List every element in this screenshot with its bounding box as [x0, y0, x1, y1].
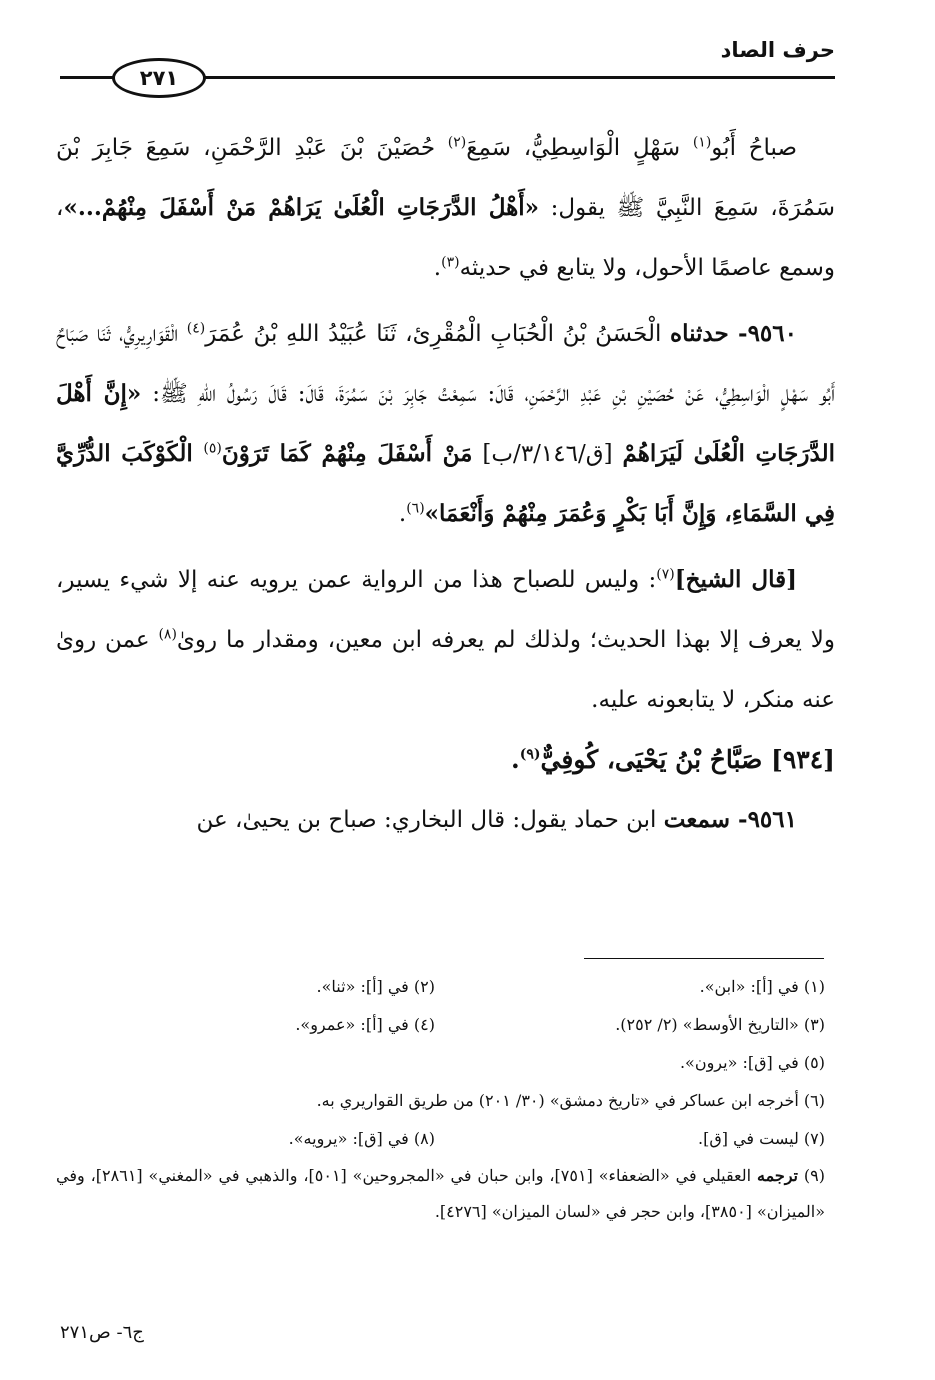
footnote-ref: (٧): [656, 566, 675, 583]
lead-word: سمعت: [663, 806, 731, 833]
entry-heading: [56, 730, 835, 790]
page-number-badge: ٢٧١: [112, 58, 206, 98]
footnote-ref: (٣): [441, 254, 460, 271]
footnote-5: (٥) في [ق]: «يرون».: [679, 1053, 825, 1072]
manuscript-ref: [ق/٣/١٤٦/ب]: [472, 441, 623, 467]
footnote-2: (٢) في [أ]: «ثنا».: [316, 977, 435, 996]
text-run: ابن حماد يقول: قال البخاري: صباح بن يحيىٰ، عن: [196, 807, 664, 833]
chapter-title: حرف الصاد: [720, 38, 835, 62]
footnote-ref: (٢): [447, 134, 467, 151]
footnote-ref: (٤): [186, 320, 206, 337]
footnote-9: [56, 1158, 825, 1230]
paragraph-1: [56, 118, 835, 298]
footnote-3: (٣) «التاريخ الأوسط» (٢/ ٢٥٢).: [615, 1015, 825, 1034]
hadith-text: «أَهْلُ الدَّرَجَاتِ الْعُلَىٰ يَرَاهُمْ مَنْ أَسْفَلَ مِنْهُمْ...»: [63, 194, 540, 221]
shaykh-label: [قال الشيخ]: [674, 566, 797, 593]
footnote-7: (٧) ليست في [ق].: [698, 1129, 825, 1148]
footnote-row: [56, 968, 825, 1006]
footnote-8: (٨) في [ق]: «يرويه».: [288, 1129, 435, 1148]
paragraph-2: [56, 304, 835, 544]
footnote-1: (١) في [أ]: «ابن».: [699, 977, 825, 996]
footnote-rule: [584, 958, 824, 959]
text-run: صباحُ أَبُو: [711, 135, 797, 161]
footnote-ref: (١): [692, 134, 712, 151]
text-run: الْقَوَارِيرِيُّ، ثَنَا صَبَاحٌ أَبُو سَهْلٍ الْوَاسِطِيُّ، عَنْ حُصَيْنِ بْنِ عَبْدِ الرَّحْمَنِ، قَالَ: سَمِعْتُ جَابِرَ بْنَ سَمُرَةَ، قَالَ: قَالَ رَسُولُ اللهِ ﷺ:: [56, 321, 835, 407]
footnote-row: [56, 1120, 825, 1158]
footnote-ref: (٦): [406, 500, 425, 517]
footnote-6: (٦) أخرجه ابن عساكر في «تاريخ دمشق» (٣٠/ ٢٠١) من طريق القواريري به.: [316, 1091, 825, 1110]
text-run: .: [511, 745, 520, 774]
text-run: ، وسمع عاصمًا الأحول، ولا يتابع في حديثه: [56, 195, 835, 281]
text-run: حُصَيْنَ بْنَ عَبْدِ الرَّحْمَنِ، سَمِعَ جَابِرَ بْنَ سَمُرَةَ، سَمِعَ النَّبِيَّ ﷺ يقول:: [56, 135, 835, 221]
hadith-text: مَنْ أَسْفَلَ مِنْهُمْ كَمَا تَرَوْنَ: [221, 440, 473, 467]
hadith-text: الْكَوْكَبَ الدُّرِّيَّ فِي السَّمَاءِ، وَإِنَّ أَبَا بَكْرٍ وَعُمَرَ مِنْهُمْ وَأَنْعَمَا»: [56, 440, 835, 527]
footnote-ref: (٩): [519, 746, 541, 763]
paragraph-4: [56, 790, 835, 850]
footnote-ref: (٥): [203, 440, 222, 457]
footnotes: [56, 968, 825, 1230]
hadith-text: «إِنَّ أَهْلَ الدَّرَجَاتِ الْعُلَىٰ لَيَرَاهُمْ: [56, 380, 835, 467]
volume-page-ref: ج٦- ص٢٧١: [60, 1322, 144, 1343]
lead-word: حدثناه: [670, 320, 729, 347]
footnote-4: (٤) في [أ]: «عمرو».: [295, 1015, 435, 1034]
entry-title: [٩٣٤] صَبَّاحُ بْنُ يَحْيَى، كُوفِيٌّ: [540, 745, 835, 774]
text-run: : وليس للصباح هذا من الرواية عمن يرويه عنه إلا شيء يسير، ولا يعرف إلا بهذا الحديث؛ ولذلك لم يعرفه ابن معين، ومقدار ما روىٰ: [56, 567, 835, 653]
main-text: [56, 118, 835, 850]
text-run: .: [398, 501, 407, 527]
text-run: سَهْلٍ الْوَاسِطِيُّ، سَمِعَ: [466, 135, 693, 161]
text-run: .: [433, 255, 442, 281]
paragraph-3: [56, 550, 835, 730]
hadith-number: ٩٥٦٠-: [728, 320, 797, 347]
footnote-text: العقيلي في «الضعفاء» [٧٥١]، وابن حبان في «المجروحين» [٥٠١]، والذهبي في «المغني» [٢٨٦١]، وفي «الميزان» [٣٨٥٠]، وابن حجر في «لسان الميزان» [٤٢٧٦].: [56, 1166, 825, 1221]
footnote-ref: (٨): [158, 626, 177, 643]
text-run: الْحَسَنُ بْنُ الْحُبَابِ الْمُقْرِئ، ثَنَا عُبَيْدُ اللهِ بْنُ عُمَرَ: [205, 321, 671, 347]
footnote-row: [56, 1006, 825, 1044]
lead-word: ترجمه: [757, 1166, 798, 1185]
hadith-number: ٩٥٦١-: [730, 806, 797, 833]
footnote-number: (٩): [798, 1166, 825, 1185]
text-run: عمن روىٰ عنه منكر، لا يتابعونه عليه.: [56, 627, 835, 713]
